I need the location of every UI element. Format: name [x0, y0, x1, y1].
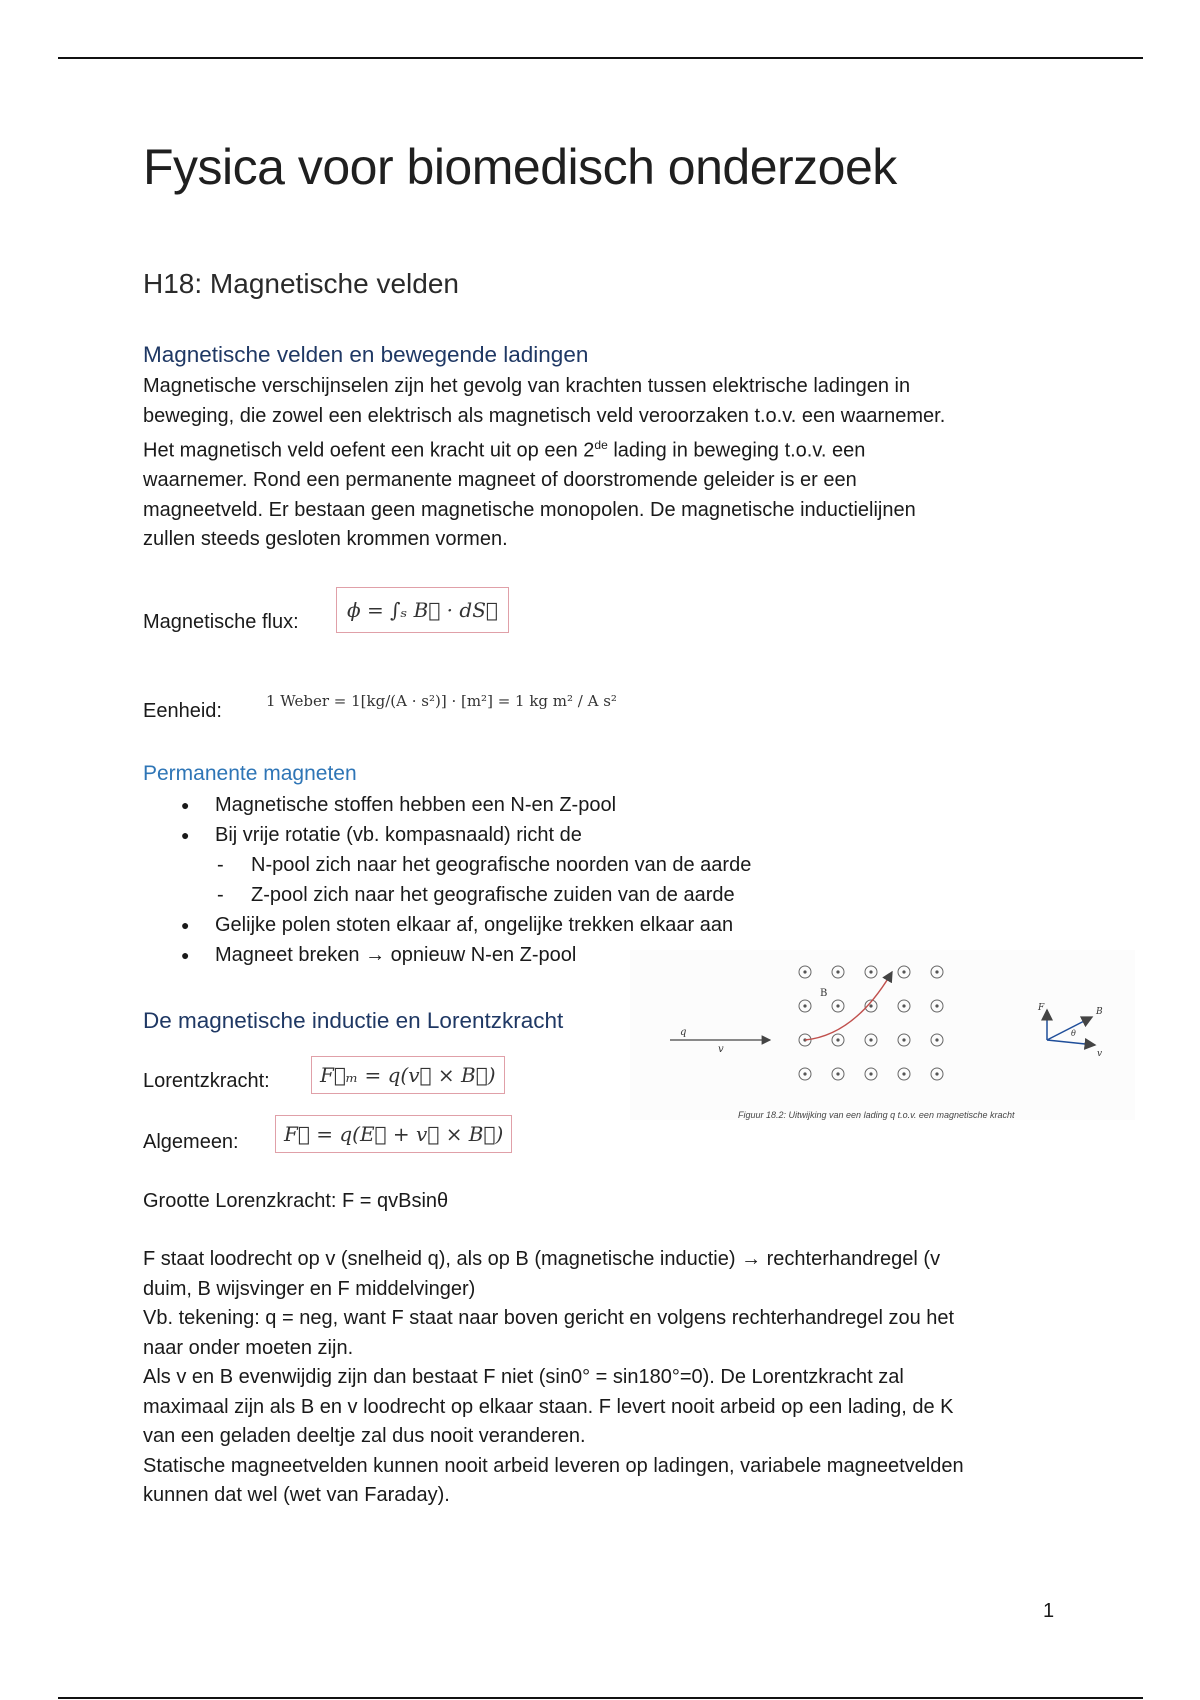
paragraph-line: maximaal zijn als B en v loodrecht op elkaar staan. F levert nooit arbeid op een lading, de K: [143, 1395, 954, 1418]
label-v: v: [718, 1044, 724, 1055]
paragraph-line: magneetveld. Er bestaan geen magnetische monopolen. De magnetische inductielijnen: [143, 498, 916, 521]
field-dot-center: [869, 1004, 872, 1007]
paragraph-line: zullen steeds gesloten krommen vormen.: [143, 528, 508, 551]
vector-B: [1047, 1017, 1092, 1040]
paragraph-line: van een geladen deeltje zal dus nooit veranderen.: [143, 1425, 586, 1447]
lorentz-paragraph: [143, 1245, 1083, 1511]
field-dot-center: [935, 1004, 938, 1007]
field-dot-center: [803, 970, 806, 973]
field-dot-center: [869, 1038, 872, 1041]
paragraph-line: F staat loodrecht op v (snelheid q), als op B (magnetische inductie) → rechterhandregel (v: [143, 1248, 941, 1270]
figure-caption: Figuur 18.2: Uitwijking van een lading q t.o.v. een magnetische kracht: [738, 1110, 1015, 1120]
list-item: ● Magnetische stoffen hebben een N-en Z-pool: [143, 790, 751, 820]
field-dot-center: [902, 1038, 905, 1041]
label-B-vector: B: [1096, 1007, 1103, 1017]
paragraph-line: Het magnetisch veld oefent een kracht uit op een 2de lading in beweging t.o.v. een: [143, 438, 866, 462]
field-dot-center: [902, 970, 905, 973]
lorentz-figure: [630, 950, 1135, 1120]
flux-formula: ϕ = ∫ₛ B⃗ · dS⃗: [336, 587, 509, 633]
paragraph-line: beweging, die zowel een elektrisch als magnetisch veld veroorzaken t.o.v. een waarnemer.: [143, 404, 946, 427]
section-heading-lorentz: De magnetische inductie en Lorentzkracht: [143, 1008, 564, 1033]
lorentz-formula: F⃗ₘ = q(v⃗ × B⃗): [311, 1056, 505, 1094]
paragraph-line: waarnemer. Rond een permanente magneet of doorstromende geleider is er een: [143, 469, 857, 492]
paragraph-line: naar onder moeten zijn.: [143, 1336, 354, 1359]
lorentz-diagram: [630, 950, 1135, 1120]
paragraph-line: Als v en B evenwijdig zijn dan bestaat F niet (sin0° = sin180°=0). De Lorentzkracht zal: [143, 1366, 904, 1388]
list-item: ● Gelijke polen stoten elkaar af, ongelijke trekken elkaar aan: [143, 910, 751, 940]
paragraph-line: Magnetische verschijnselen zijn het gevolg van krachten tussen elektrische ladingen in: [143, 375, 911, 397]
list-item: - Z-pool zich naar het geografische zuiden van de aarde: [143, 880, 751, 910]
section-heading-magnetic-fields: Magnetische velden en bewegende ladingen: [143, 342, 589, 367]
page-number: 1: [1043, 1600, 1055, 1622]
label-F: F: [1038, 1003, 1045, 1013]
label-q: q: [680, 1027, 687, 1038]
field-dot-center: [836, 1004, 839, 1007]
trajectory-curve: [805, 972, 892, 1040]
field-dot-center: [836, 970, 839, 973]
field-dot-center: [935, 1038, 938, 1041]
document-title: Fysica voor biomedisch onderzoek: [143, 139, 897, 195]
paragraph-line: Vb. tekening: q = neg, want F staat naar boven gericht en volgens rechterhandregel zou het: [143, 1307, 955, 1329]
field-dot-center: [935, 970, 938, 973]
lorentz-label: Lorentzkracht:: [143, 1070, 270, 1092]
paragraph-line: Statische magneetvelden kunnen nooit arbeid leveren op ladingen, variabele magneetvelden: [143, 1454, 964, 1477]
paragraph-line: kunnen dat wel (wet van Faraday).: [143, 1484, 450, 1506]
field-dot-center: [902, 1004, 905, 1007]
list-item: ● Bij vrije rotatie (vb. kompasnaald) richt de: [143, 820, 751, 850]
field-dot-center: [803, 1072, 806, 1075]
lorentz-magnitude: Grootte Lorenzkracht: F = qvBsinθ: [143, 1190, 449, 1212]
field-dot-center: [902, 1072, 905, 1075]
field-dot-center: [803, 1004, 806, 1007]
field-dot-center: [836, 1072, 839, 1075]
field-dot-center: [935, 1072, 938, 1075]
list-item: - N-pool zich naar het geografische noorden van de aarde: [143, 850, 751, 880]
general-label: Algemeen:: [143, 1131, 239, 1153]
header-rule: [58, 57, 1143, 59]
field-dot-center: [869, 1072, 872, 1075]
general-formula: F⃗ = q(E⃗ + v⃗ × B⃗): [275, 1115, 512, 1153]
label-theta: θ: [1071, 1029, 1076, 1038]
section-heading-permanent-magnets: Permanente magneten: [143, 762, 357, 785]
intro-paragraph: [143, 372, 1083, 555]
field-dot-center: [869, 970, 872, 973]
list-item: ● Magneet breken → opnieuw N-en Z-pool: [143, 940, 751, 970]
chapter-heading: H18: Magnetische velden: [143, 268, 459, 299]
field-dots: [799, 966, 943, 1080]
vector-v: [1047, 1040, 1095, 1045]
unit-formula: 1 Weber = 1[kg/(A · s²)] · [m²] = 1 kg m² / A s²: [266, 692, 617, 710]
footer-rule: [58, 1697, 1143, 1699]
unit-label: Eenheid:: [143, 700, 222, 722]
flux-label: Magnetische flux:: [143, 611, 299, 633]
paragraph-line: duim, B wijsvinger en F middelvinger): [143, 1277, 476, 1300]
label-B: B: [820, 988, 828, 999]
field-dot-center: [836, 1038, 839, 1041]
label-v-vector: v: [1097, 1049, 1103, 1059]
title-block: [143, 140, 1083, 195]
magnet-properties-list: [143, 790, 751, 970]
